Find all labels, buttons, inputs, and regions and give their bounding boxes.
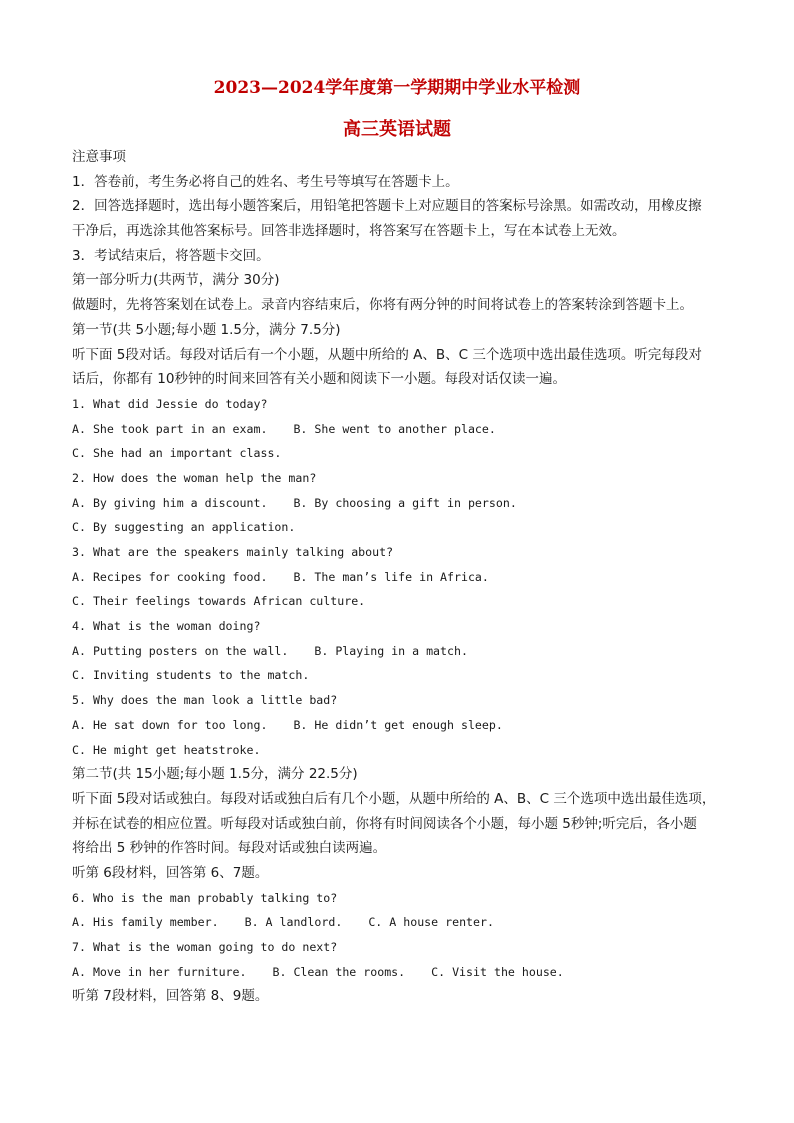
exam-title: 2023—2024学年度第一学期期中学业水平检测 — [213, 78, 581, 98]
option-c: C. A house renter. — [368, 915, 494, 930]
option-b: B. Playing in a match. — [314, 643, 468, 658]
exam-subtitle: 高三英语试题 — [343, 119, 451, 140]
question-5: 5. Why does the man look a little bad? — [72, 693, 338, 708]
option-a: A. Putting posters on the wall. — [72, 643, 289, 658]
notice-heading: 注意事项 — [72, 149, 126, 165]
option-b: B. He didn’t get enough sleep. — [293, 717, 503, 732]
question-3-options-ab — [72, 565, 726, 590]
material-6-prompt: 听第 6段材料，回答第 6、7题。 — [72, 864, 269, 881]
question-1-option-c: C. She had an important class. — [72, 446, 282, 461]
notice-item-1: 1．答卷前，考生务必将自己的姓名、考生号等填写在答题卡上。 — [72, 173, 459, 190]
question-1-options-ab — [72, 417, 726, 442]
option-a: A. His family member. — [72, 915, 219, 930]
section1-instruction-line-1: 听下面 5段对话。每段对话后有一个小题，从题中所给的 A、B、C 三个选项中选出最佳选项。听完每段对 — [72, 346, 702, 363]
question-4: 4. What is the woman doing? — [72, 619, 261, 634]
option-a: A. She took part in an exam. — [72, 421, 268, 436]
question-2-options-ab — [72, 491, 726, 516]
question-4-options-ab — [72, 639, 726, 664]
question-5-options-ab — [72, 713, 726, 738]
question-7-options — [72, 960, 726, 985]
question-3: 3. What are the speakers mainly talking about? — [72, 545, 394, 559]
option-c: C. Visit the house. — [431, 964, 564, 979]
option-a: A. Recipes for cooking food. — [72, 569, 268, 584]
question-7: 7. What is the woman going to do next? — [72, 940, 338, 954]
question-5-option-c: C. He might get heatstroke. — [72, 742, 261, 757]
option-a: A. Move in her furniture. — [72, 964, 247, 979]
notice-item-2-line-1: 2．回答选择题时，选出每小题答案后，用铅笔把答题卡上对应题目的答案标号涂黑。如需改动，用橡皮擦 — [72, 198, 702, 215]
section1-heading: 第一节(共 5小题;每小题 1.5分，满分 7.5分) — [72, 321, 341, 338]
section2-instruction-line-3: 将给出 5 秒钟的作答时间。每段对话或独白读两遍。 — [72, 840, 387, 857]
question-6-options — [72, 910, 726, 935]
part1-heading: 第一部分听力(共两节，满分 30分) — [72, 272, 280, 289]
option-b: B. A landlord. — [244, 915, 343, 930]
option-b: B. She went to another place. — [293, 421, 496, 436]
option-b: B. The man’s life in Africa. — [293, 569, 489, 584]
section1-instruction-line-2: 话后，你都有 10秒钟的时间来回答有关小题和阅读下一小题。每段对话仅读一遍。 — [72, 371, 566, 388]
question-2: 2. How does the woman help the man? — [72, 470, 317, 485]
notice-item-2-line-2: 干净后，再选涂其他答案标号。回答非选择题时，将答案写在答题卡上，写在本试卷上无效。 — [72, 223, 626, 240]
question-4-option-c: C. Inviting students to the match. — [72, 668, 310, 683]
section2-heading: 第二节(共 15小题;每小题 1.5分，满分 22.5分) — [72, 766, 358, 783]
option-a: A. By giving him a discount. — [72, 495, 268, 510]
section2-instruction-line-2: 并标在试卷的相应位置。听每段对话或独白前，你将有时间阅读各个小题，每小题 5秒钟;听完后，各小题 — [72, 815, 697, 832]
option-b: B. By choosing a gift in person. — [293, 495, 517, 510]
material-7-prompt: 听第 7段材料，回答第 8、9题。 — [72, 988, 269, 1005]
option-a: A. He sat down for too long. — [72, 717, 268, 732]
option-b: B. Clean the rooms. — [272, 964, 406, 979]
question-2-option-c: C. By suggesting an application. — [72, 520, 296, 535]
question-3-option-c: C. Their feelings towards African culture. — [72, 594, 366, 609]
question-6: 6. Who is the man probably talking to? — [72, 890, 338, 905]
part1-instruction: 做题时，先将答案划在试卷上。录音内容结束后，你将有两分钟的时间将试卷上的答案转涂到答题卡上。 — [72, 297, 693, 314]
question-1: 1. What did Jessie do today? — [72, 396, 268, 411]
notice-item-3: 3．考试结束后，将答题卡交回。 — [72, 247, 270, 264]
exam-body — [72, 145, 726, 1009]
section2-instruction-line-1: 听下面 5段对话或独白。每段对话或独白后有几个小题，从题中所给的 A、B、C 三个选项中选出最佳选项， — [72, 790, 716, 807]
